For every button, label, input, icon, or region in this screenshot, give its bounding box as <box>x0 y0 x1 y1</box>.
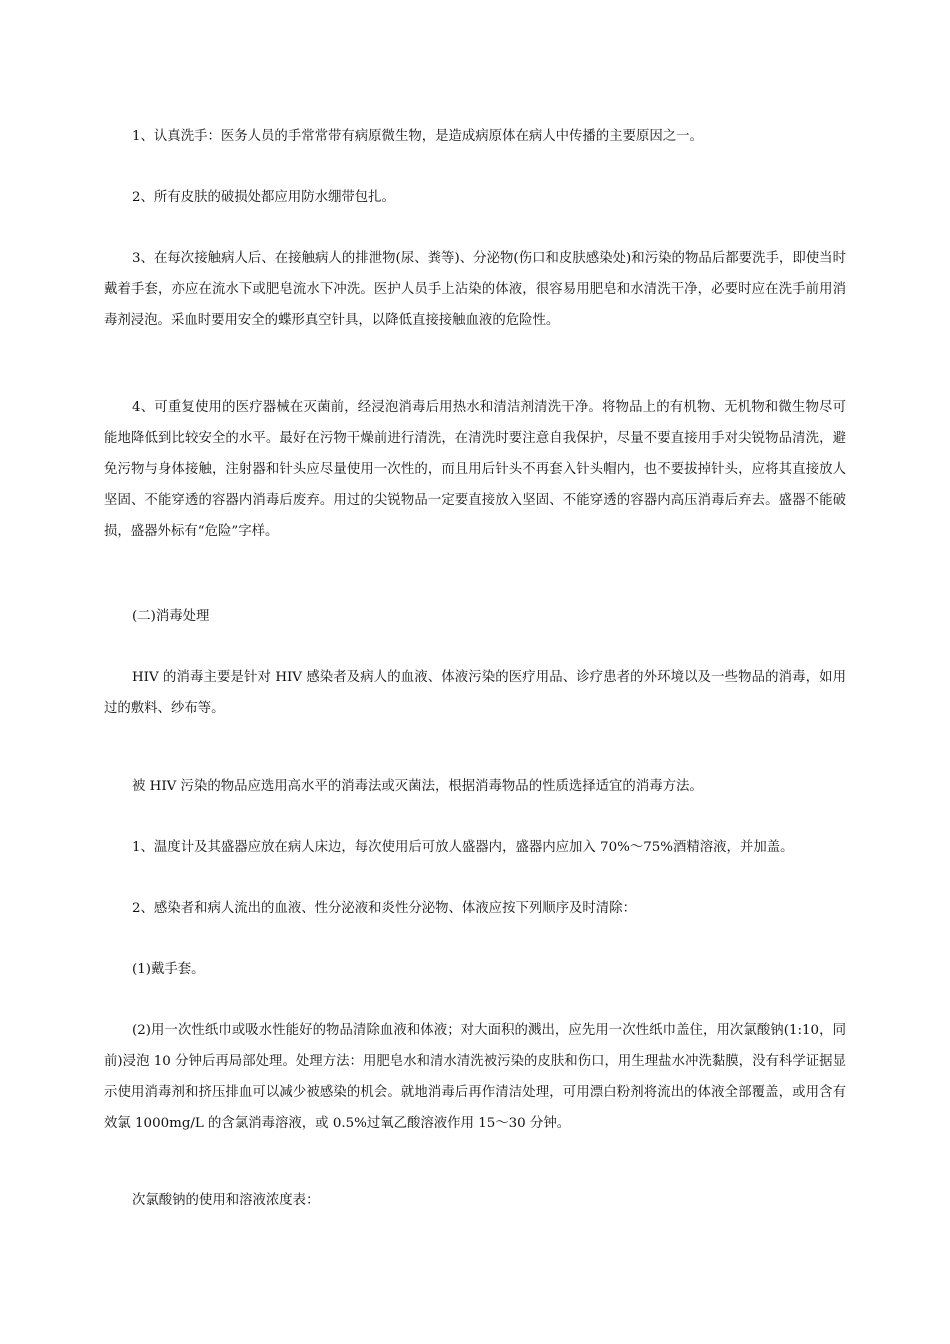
paragraph-disinfection-method: 被 HIV 污染的物品应选用高水平的消毒法或灭菌法，根据消毒物品的性质选择适宜的消毒方法。 <box>132 779 703 794</box>
paragraph-hand-washing: 1、认真洗手：医务人员的手常常带有病原微生物，是造成病原体在病人中传播的主要原因之一。 <box>132 129 703 144</box>
paragraph-body-fluid-removal: 2、感染者和病人流出的血液、性分泌液和炎性分泌物、体液应按下列顺序及时清除： <box>132 901 636 916</box>
paragraph-instrument-cleaning: 4、可重复使用的医疗器械在灭菌前，经浸泡消毒后用热水和清洁剂清洗干净。将物品上的有机物、无机物和微生物尽可能地降低到比较安全的水平。最好在污物干燥前进行清洗，在清洗时要注意自我保护，尽量不要直接用手对尖锐物品清洗，避免污物与身体接触，注射器和针头应尽量使用一次性的，而且用后针头不再套入针头帽内，也不要拔掉针头，应将其直接放人坚固、不能穿透的容器内消毒后废弃。用过的尖锐物品一定要直接放入坚固、不能穿透的容器内高压消毒后弃去。盛器不能破损，盛器外标有“危险”字样。 <box>104 400 846 539</box>
list-item-clean-blood: (2)用一次性纸巾或吸水性能好的物品清除血液和体液；对大面积的溅出，应先用一次性纸巾盖住，用次氯酸钠(1:10，同前)浸泡 10 分钟后再局部处理。处理方法：用肥皂水和清水清洗被污染的皮肤和伤口，用生理盐水冲洗黏膜，没有科学证据显示使用消毒剂和挤压排血可以减少被感染的机会。就地消毒后再作清洁处理，可用漂白粉剂将流出的体液全部覆盖，或用含有效氯 1000mg/L 的含氯消毒溶液，或 0.5%过氧乙酸溶液作用 15～30 分钟。 <box>104 1023 846 1131</box>
paragraph-hiv-disinfection-scope: HIV 的消毒主要是针对 HIV 感染者及病人的血液、体液污染的医疗用品、诊疗患者的外环境以及一些物品的消毒，如用过的敷料、纱布等。 <box>104 670 846 716</box>
paragraph-thermometer: 1、温度计及其盛器应放在病人床边，每次使用后可放人盛器内，盛器内应加入 70%～75%酒精溶液，并加盖。 <box>132 840 794 855</box>
list-item-wear-gloves: (1)戴手套。 <box>132 962 205 977</box>
section-heading-disinfection: (二)消毒处理 <box>132 609 210 624</box>
paragraph-hypochlorite-table-caption: 次氯酸钠的使用和溶液浓度表： <box>132 1193 320 1208</box>
paragraph-wash-after-contact: 3、在每次接触病人后、在接触病人的排泄物(尿、粪等)、分泌物(伤口和皮肤感染处)和污染的物品后都要洗手，即使当时戴着手套，亦应在流水下或肥皂流水下冲洗。医护人员手上沾染的体液，很容易用肥皂和水清洗干净，必要时应在洗手前用消毒剂浸泡。采血时要用安全的蝶形真空针具，以降低直接接触血液的危险性。 <box>104 251 846 328</box>
paragraph-wound-bandage: 2、所有皮肤的破损处都应用防水绷带包扎。 <box>132 190 395 205</box>
